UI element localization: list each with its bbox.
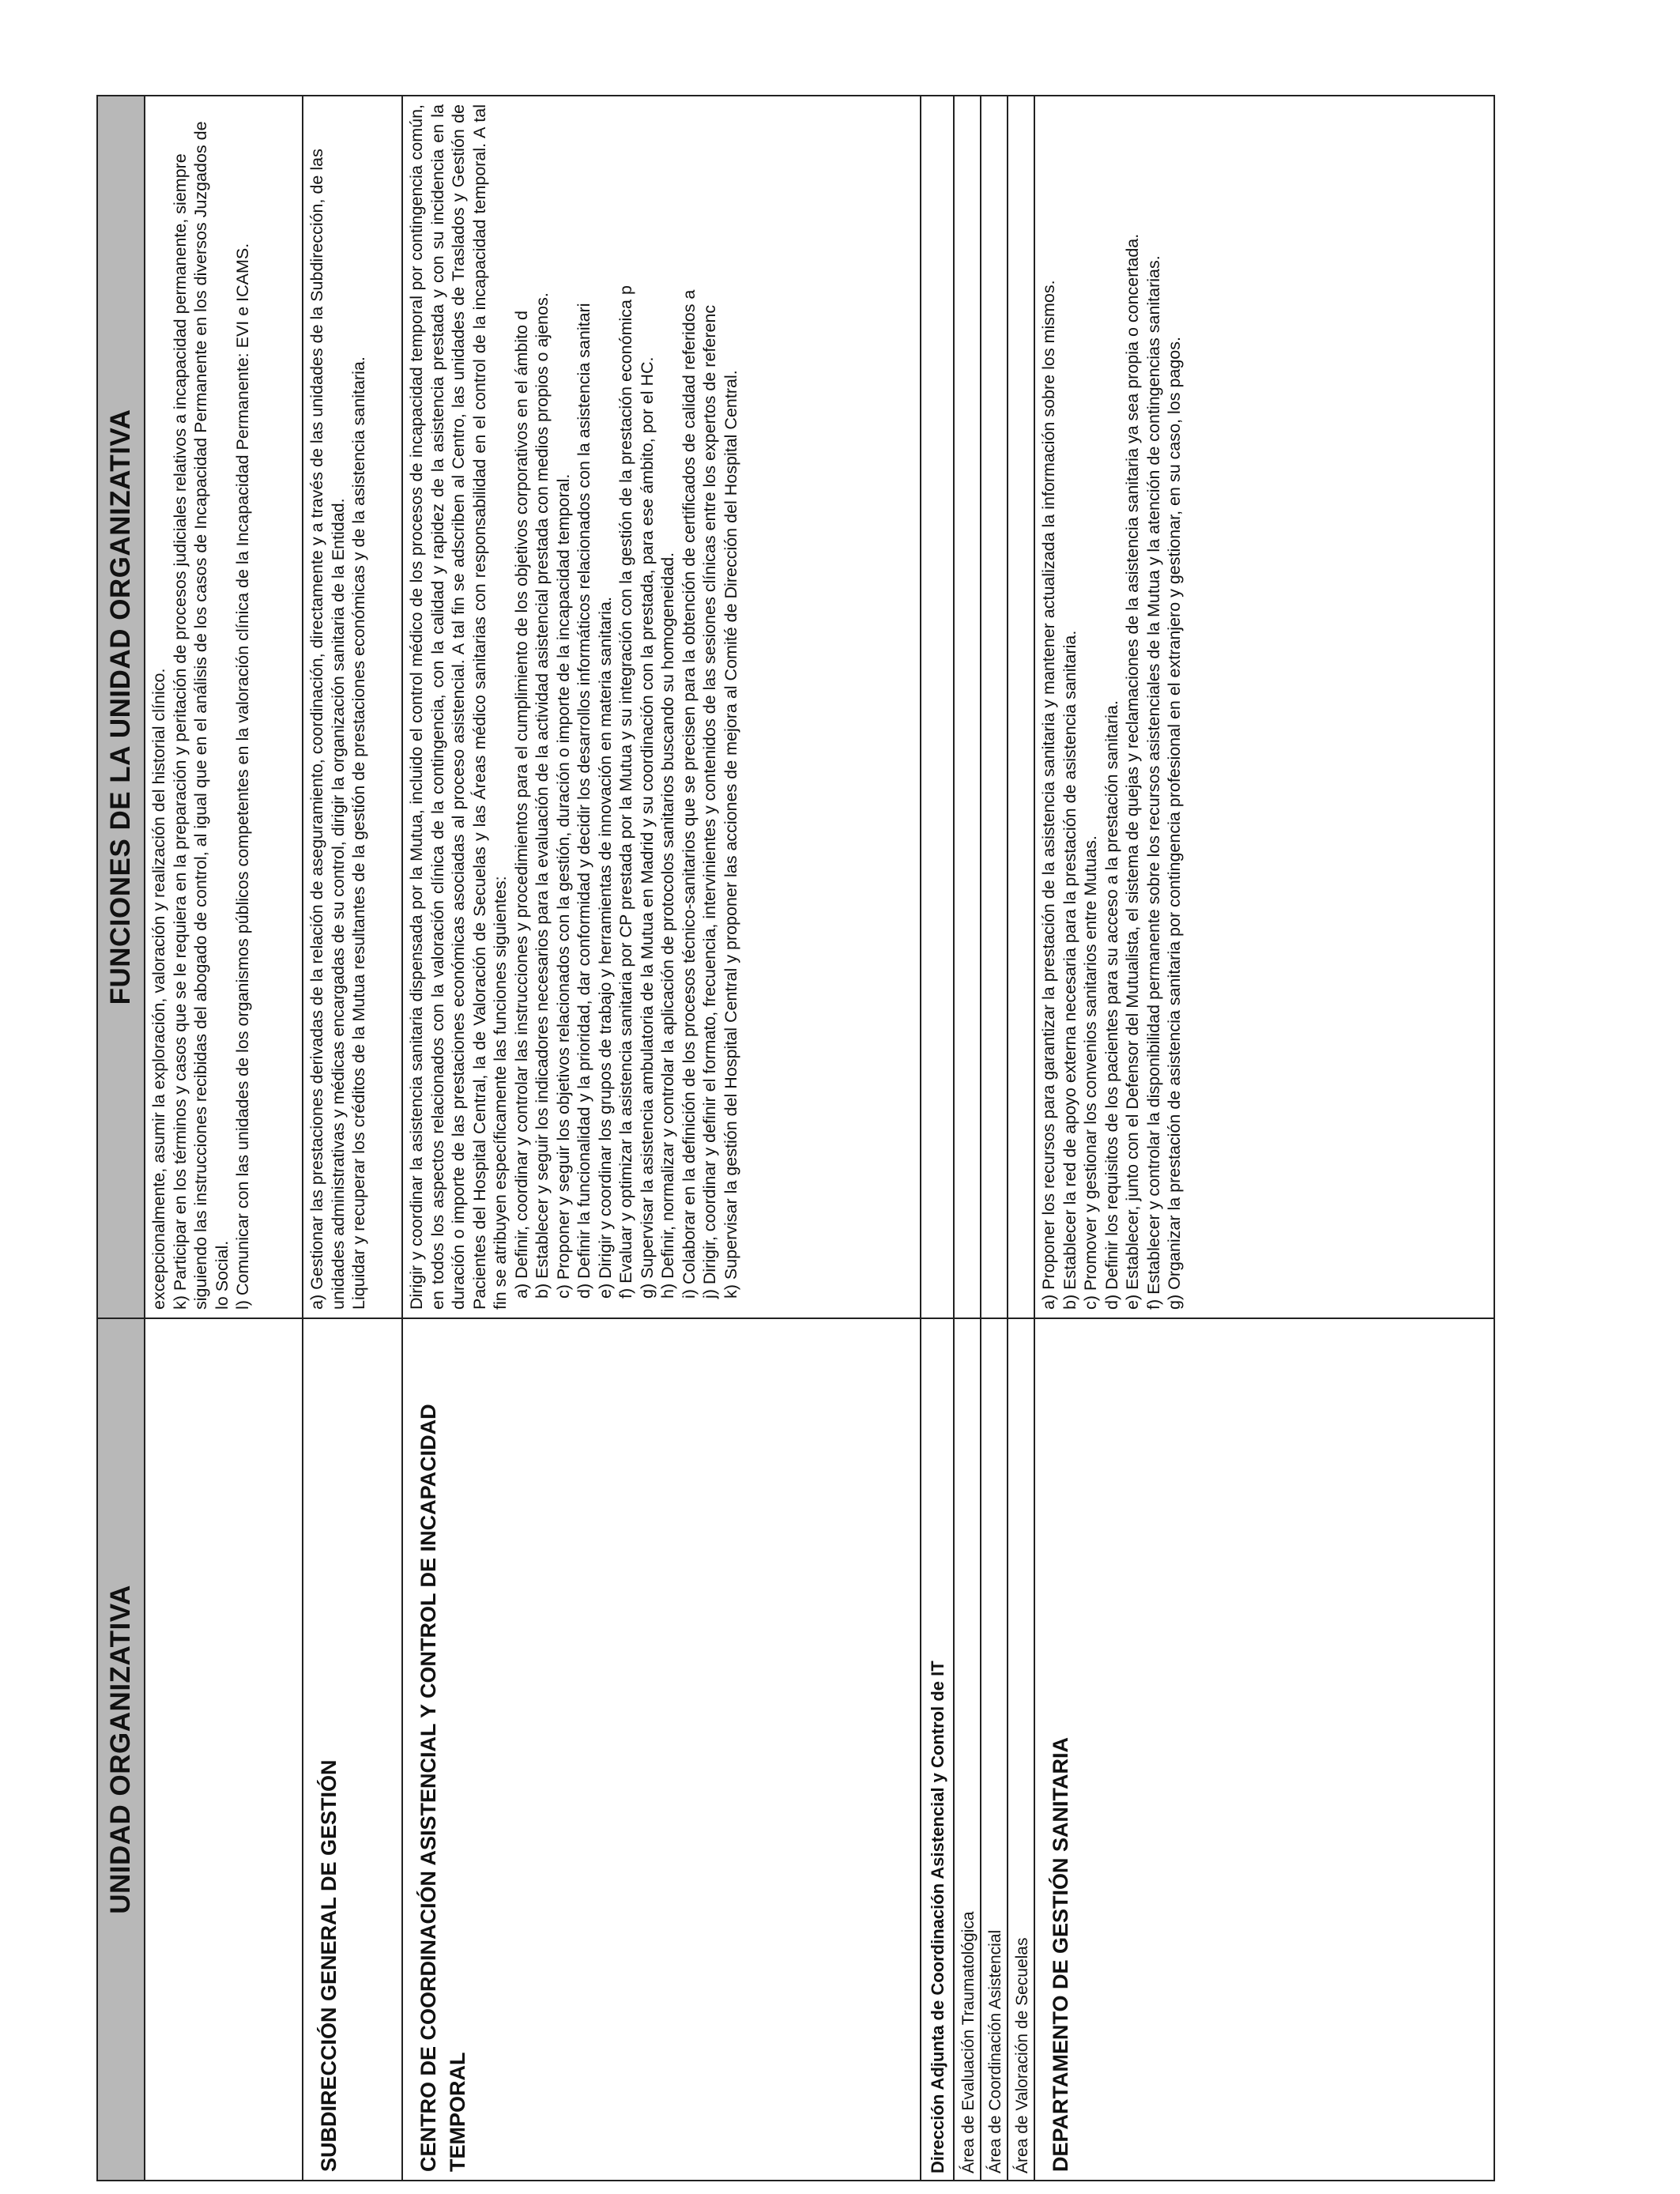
function-item: e) Establecer, junto con el Defensor del Mutualista, el sistema de quejas y reclamaciones de la asistencia sanitaria ya sea propia o concertada.: [1123, 233, 1142, 1310]
unit-name: DEPARTAMENTO DE GESTIÓN SANITARIA: [1035, 1318, 1494, 2180]
function-intro: Dirigir y coordinar la asistencia sanitaria dispensada por la Mutua, incluido el control médico de los procesos de incapacidad temporal por contingencia común, en todos los aspectos relacionados con la valoración clínica de la contingencia, con la calidad y rapidez de la asistencia prestada y con su incidencia en la duración o importe de las prestaciones económicas asociadas al proceso asistencial. A tal fin se adscriben al Centro, las unidades de Traslados y Gestión de Pacientes del Hospital Central, la de Valoración de Secuelas y las Áreas médico sanitarias con responsabilidad en el control de la incapacidad temporal. A tal fin se atribuyen específicamente las funciones siguientes:: [407, 104, 510, 1310]
function-item: k) Participar en los términos y casos que se le requiera en la preparación y peritación de procesos judiciales relativos a incapacidad permanente, siempre siguiendo las instrucciones recibidas del abogado de control, al igual que en el análisis de los casos de Incapacidad Permanente en los diversos Juzgados de lo Social.: [170, 121, 232, 1310]
functions-cell: [1035, 96, 1494, 1318]
unit-name: Dirección Adjunta de Coordinación Asistencial y Control de IT: [921, 1318, 953, 2180]
table-row: [955, 96, 981, 2180]
function-item: a) Gestionar las prestaciones derivadas de la relación de aseguramiento, coordinación, directamente y a través de las unidades de la Subdirección, de las unidades administrativas y médicas encargadas de su control, dirigir la organización sanitaria de la Entidad.: [307, 149, 348, 1310]
functions-cell: [1008, 96, 1034, 1318]
organization-table: [96, 95, 1495, 2181]
functions-cell: [403, 96, 920, 1318]
table-row: [981, 96, 1008, 2180]
function-item: b) Establecer la red de apoyo externa necesaria para la prestación de asistencia sanitaria.: [1060, 630, 1079, 1310]
function-item: g) Organizar la prestación de asistencia sanitaria por contingencia profesional en el extranjero y gestionar, en su caso, los pagos.: [1165, 337, 1184, 1310]
table-row: [1035, 96, 1494, 2180]
table-row: [303, 96, 403, 2180]
function-item: Liquidar y recuperar los créditos de la Mutua resultantes de la gestión de prestaciones económicas y de la asistencia sanitaria.: [349, 356, 368, 1310]
functions-cell: [921, 96, 953, 1318]
functions-cell: [145, 96, 302, 1318]
unit-name: SUBDIRECCIÓN GENERAL DE GESTIÓN: [303, 1318, 401, 2180]
header-functions: FUNCIONES DE LA UNIDAD ORGANIZATIVA: [98, 96, 144, 1318]
function-item: f) Establecer y controlar la disponibilidad permanente sobre los recursos asistenciales de la Mutua y la atención de contingencias sanitarias.: [1143, 255, 1163, 1310]
unit-name: CENTRO DE COORDINACIÓN ASISTENCIAL Y CONTROL DE INCAPACIDAD TEMPORAL: [403, 1318, 920, 2180]
function-item: k) Supervisar la gestión del Hospital Central y proponer las acciones de mejora al Comité de Dirección del Hospital Central.: [721, 370, 740, 1299]
function-item: d) Definir los requisitos de los pacientes para su acceso a la prestación sanitaria.: [1102, 700, 1121, 1310]
unit-name: Área de Evaluación Traumatológica: [955, 1318, 980, 2180]
table-header: [98, 96, 145, 2180]
table-row: [1008, 96, 1035, 2180]
table-row: [403, 96, 921, 2180]
unit-cell: [145, 1318, 302, 2180]
function-item: d) Definir la funcionalidad y la prioridad, dar conformidad y decidir los desarrollos informáticos relacionados con la asistencia sanitari: [574, 303, 593, 1299]
function-item: c) Promover y gestionar los convenios sanitarios entre Mutuas.: [1081, 835, 1100, 1310]
function-item: l) Comunicar con las unidades de los organismos públicos competentes en la valoración clínica de la Incapacidad Permanente: EVI e ICAMS.: [233, 243, 252, 1310]
function-item: b) Establecer y seguir los indicadores necesarios para la evaluación de la actividad asistencial prestada con medios propios o ajenos.: [533, 292, 552, 1299]
function-item: a) Definir, coordinar y controlar las instrucciones y procedimientos para el cumplimiento de los objetivos corporativos en el ámbito d: [511, 311, 531, 1299]
function-item: excepcionalmente, asumir la exploración, valoración y realización del historial clínico.: [149, 668, 168, 1310]
unit-name: Área de Coordinación Asistencial: [981, 1318, 1007, 2180]
function-item: e) Dirigir y coordinar los grupos de trabajo y herramientas de innovación en materia sanitaria.: [595, 597, 615, 1299]
table-row: [921, 96, 955, 2180]
functions-cell: [303, 96, 401, 1318]
functions-cell: [955, 96, 980, 1318]
header-unit: UNIDAD ORGANIZATIVA: [98, 1318, 144, 2180]
unit-name: Área de Valoración de Secuelas: [1008, 1318, 1034, 2180]
function-item: c) Proponer y seguir los objetivos relacionados con la gestión, duración o importe de la incapacidad temporal.: [553, 473, 573, 1299]
function-item: j) Dirigir, coordinar y definir el formato, frecuencia, intervinientes y contenidos de las sesiones clínicas entre los expertos de referenc: [700, 304, 719, 1299]
function-item: f) Evaluar y optimizar la asistencia sanitaria por CP prestada por la Mutua y su integración con la gestión de la prestación económica p: [616, 285, 635, 1299]
function-item: h) Definir, normalizar y controlar la aplicación de protocolos sanitarios buscando su homogeneidad.: [658, 552, 677, 1299]
functions-cell: [981, 96, 1007, 1318]
function-item: a) Proponer los recursos para garantizar la prestación de la asistencia sanitaria y mantener actualizada la información sobre los mismos.: [1039, 280, 1058, 1310]
function-item: g) Supervisar la asistencia ambulatoria de la Mutua en Madrid y su coordinación con la prestada, para ese ámbito, por el HC.: [637, 356, 657, 1299]
function-item: i) Colaborar en la definición de los procesos técnico-sanitarios que se precisen para la obtención de certificados de calidad referidos a: [679, 289, 699, 1299]
table-row: [145, 96, 303, 2180]
